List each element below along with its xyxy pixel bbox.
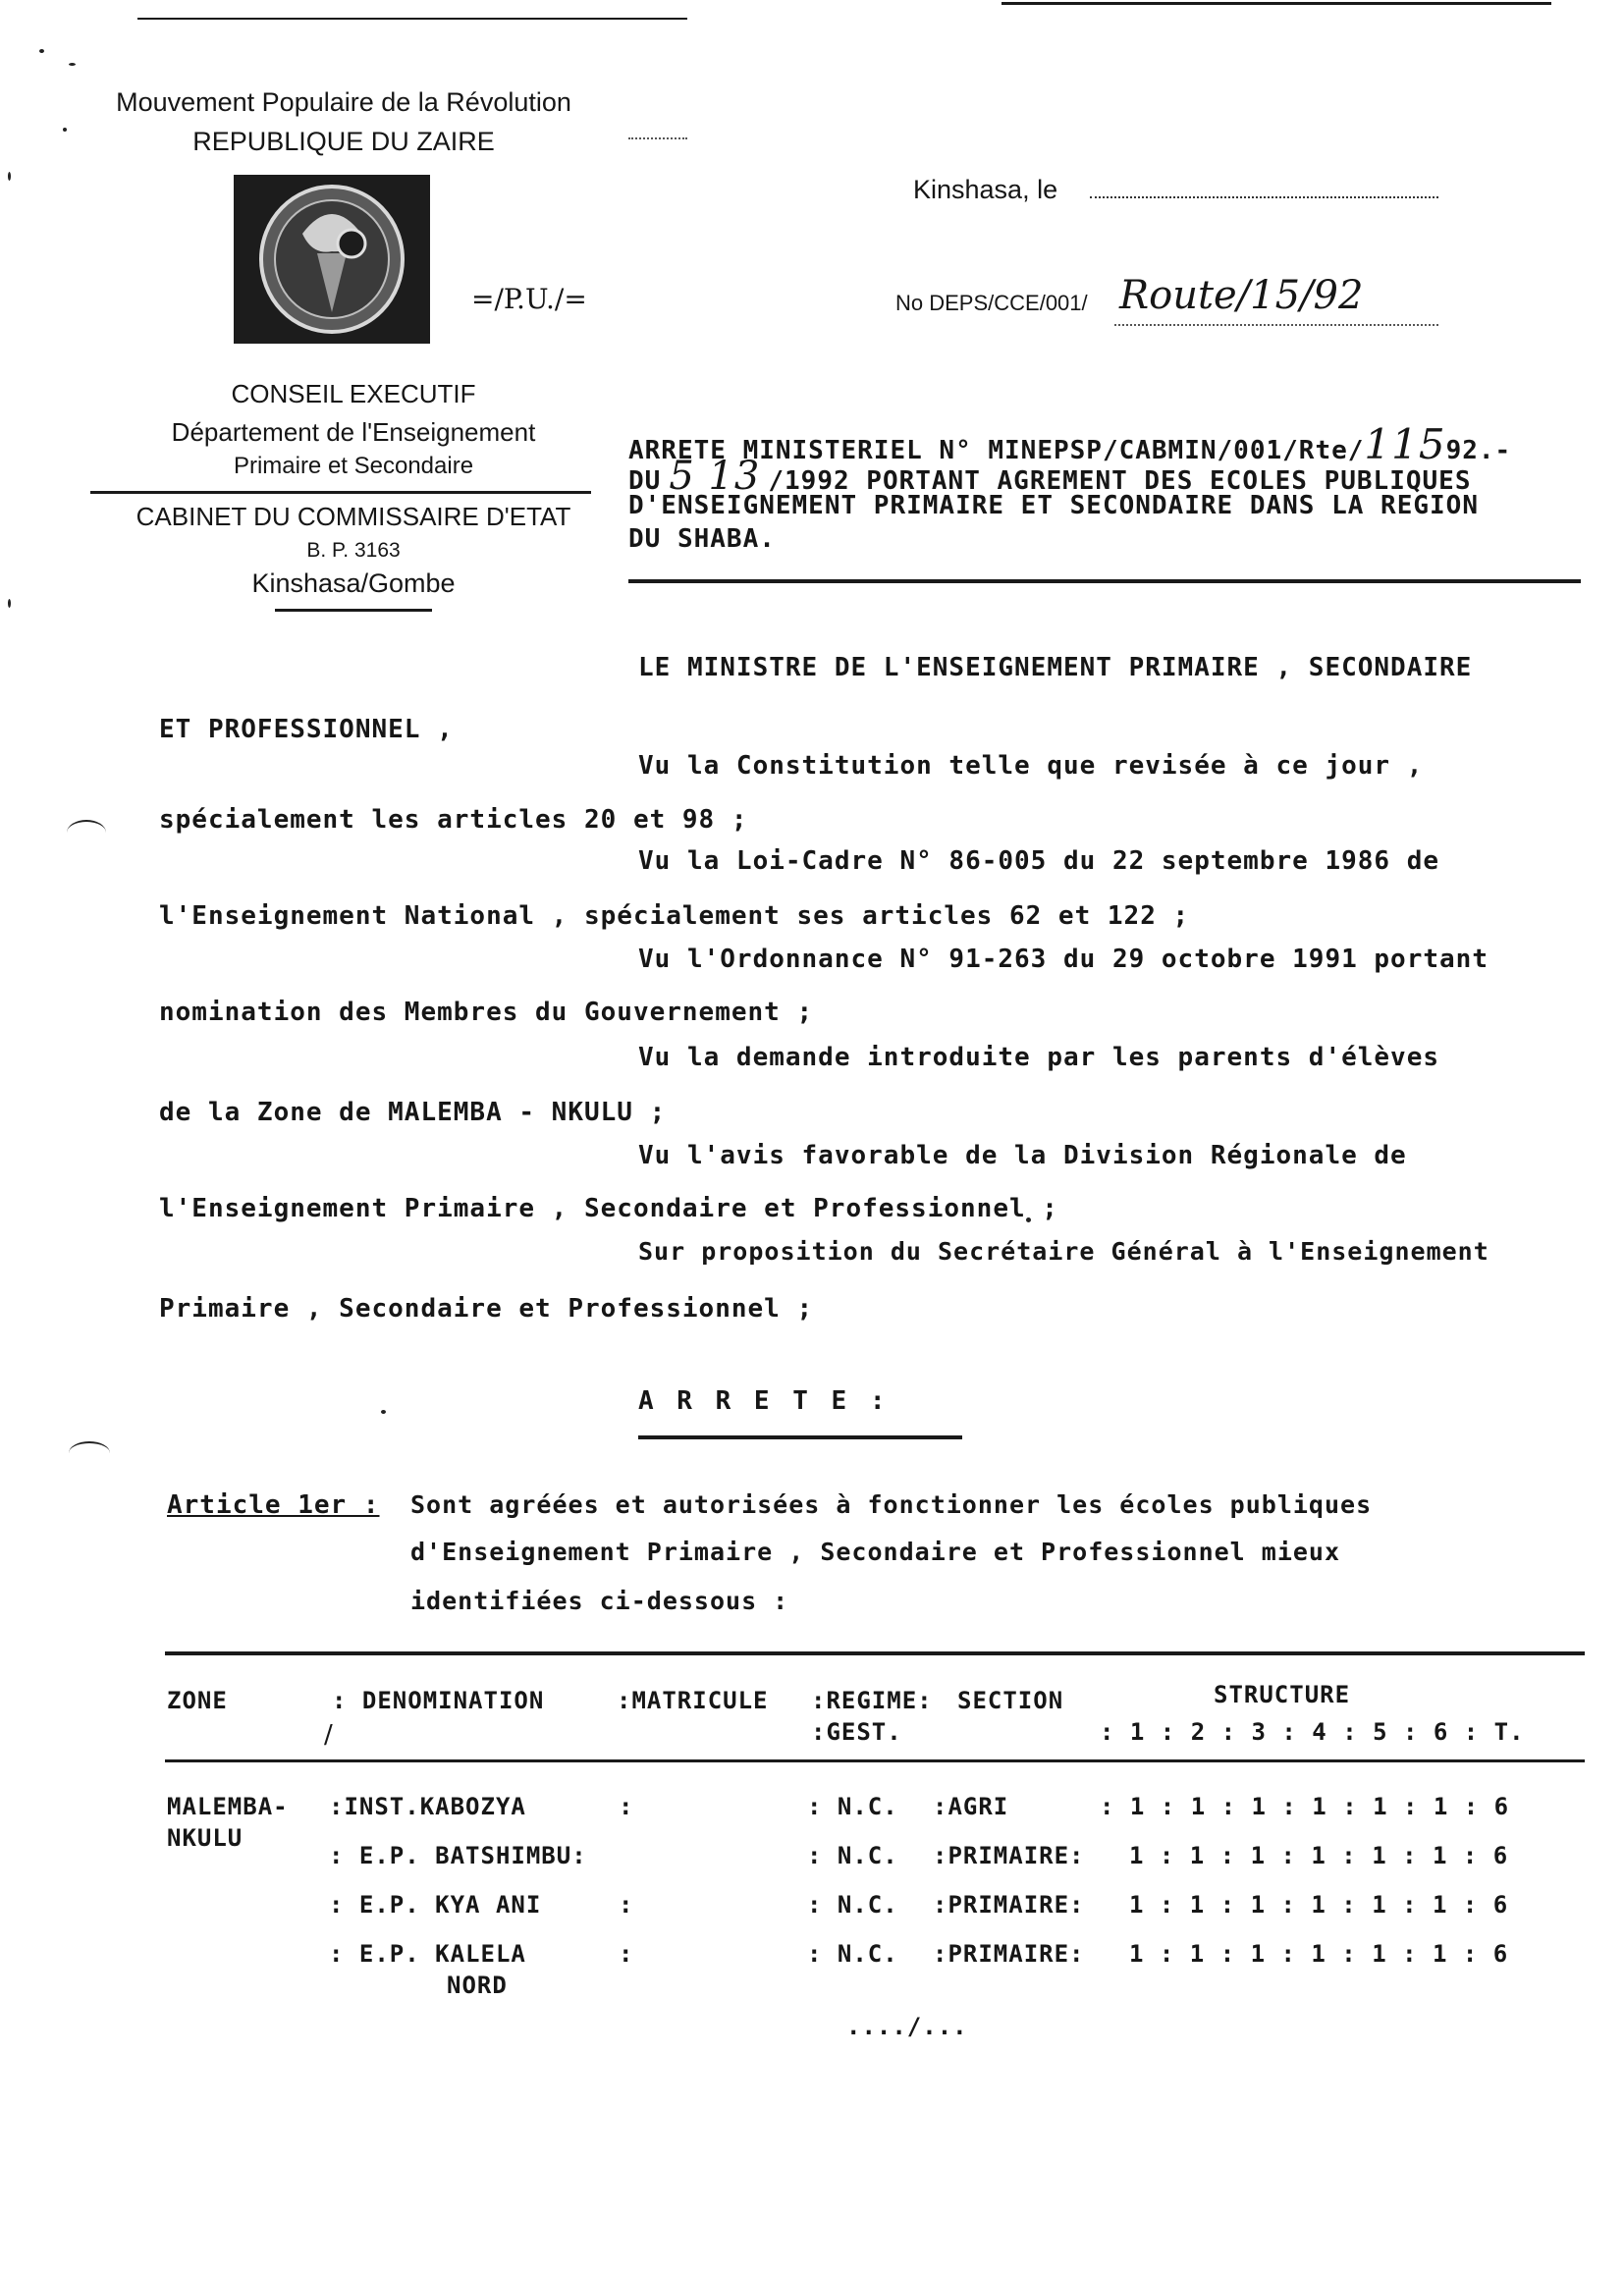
reference-number-handwritten: Route/15/92	[1119, 273, 1364, 318]
minister-line-2: ET PROFESSIONNEL ,	[159, 715, 454, 744]
sur-proposition-a: Sur proposition du Secrétaire Général à l'Enseignement	[638, 1237, 1489, 1266]
header-dotted-mark	[628, 137, 687, 139]
vu-constitution-a: Vu la Constitution telle que revisée à ce jour ,	[638, 751, 1424, 781]
title-underline	[628, 579, 1581, 583]
table-row-regime: : N.C.	[807, 1891, 898, 1919]
table-header-denomination: : DENOMINATION	[332, 1687, 545, 1714]
table-header-matricule: :MATRICULE	[617, 1687, 769, 1714]
vu-loi-cadre-b: l'Enseignement National , spécialement ses articles 62 et 122 ;	[159, 901, 1190, 931]
scan-speck	[8, 172, 11, 181]
table-header-rule	[165, 1759, 1585, 1762]
article-1-line-3: identifiées ci-dessous :	[410, 1587, 789, 1615]
table-header-zone: ZONE	[167, 1687, 228, 1714]
table-row-denomination: :INST.KABOZYA	[329, 1793, 526, 1820]
place-date-label: Kinshasa, le	[913, 175, 1058, 204]
table-row-section: :PRIMAIRE:	[933, 1842, 1085, 1869]
table-row-matricule: :	[619, 1793, 634, 1820]
table-row-denomination: : E.P. KALELA	[329, 1940, 526, 1968]
decree-title-line-4: DU SHABA.	[628, 524, 776, 554]
table-header-regime-a: :REGIME:	[811, 1687, 933, 1714]
decree-title-line-3: D'ENSEIGNEMENT PRIMAIRE ET SECONDAIRE DANS LA REGION	[628, 491, 1479, 520]
table-row-grades: 1 : 1 : 1 : 1 : 1 : 1 : 6	[1129, 1891, 1509, 1919]
table-row-regime: : N.C.	[807, 1940, 898, 1968]
table-row-grades: 1 : 1 : 1 : 1 : 1 : 1 : 6	[1129, 1940, 1509, 1968]
table-row-matricule: :	[619, 1940, 634, 1968]
vu-demande-b: de la Zone de MALEMBA - NKULU ;	[159, 1098, 667, 1127]
article-1-label: Article 1er :	[167, 1490, 380, 1520]
continuation-mark: ..../...	[846, 2013, 968, 2040]
scan-speck	[39, 49, 44, 53]
vu-ordonnance-b: nomination des Membres du Gouvernement ;	[159, 998, 814, 1027]
reference-number-label: No DEPS/CCE/001/	[895, 291, 1088, 315]
table-row-grades: 1 : 1 : 1 : 1 : 1 : 1 : 6	[1129, 1842, 1509, 1869]
table-row-section: :AGRI	[933, 1793, 1009, 1820]
decree-date-du: DU	[628, 466, 662, 496]
reference-dotted-field	[1114, 324, 1438, 326]
table-row-zone-line-2: NKULU	[167, 1824, 244, 1852]
punch-mark-upper	[67, 820, 106, 845]
seal-icon	[234, 175, 430, 344]
po-box-line: B. P. 3163	[306, 539, 401, 562]
vu-demande-a: Vu la demande introduite par les parents d'élèves	[638, 1043, 1440, 1072]
cabinet-line: CABINET DU COMMISSAIRE D'ETAT	[135, 502, 571, 531]
decree-title-rest: /1992 PORTANT AGREMENT DES ECOLES PUBLIQUES	[768, 466, 1472, 496]
table-row-matricule: :	[619, 1891, 634, 1919]
city-underline	[275, 609, 432, 612]
arrete-underline	[638, 1435, 962, 1439]
vu-constitution-b: spécialement les articles 20 et 98 ;	[159, 805, 748, 835]
table-row-section: :PRIMAIRE:	[933, 1940, 1085, 1968]
department-line-2: Primaire et Secondaire	[233, 453, 474, 479]
city-line: Kinshasa/Gombe	[251, 568, 456, 598]
vu-loi-cadre-a: Vu la Loi-Cadre N° 86-005 du 22 septembre 1986 de	[638, 846, 1440, 876]
minister-line-1: LE MINISTRE DE L'ENSEIGNEMENT PRIMAIRE , SECONDAIRE	[638, 653, 1473, 682]
vu-ordonnance-a: Vu l'Ordonnance N° 91-263 du 29 octobre 1991 portant	[638, 945, 1489, 974]
decree-number-handwritten: 115	[1364, 420, 1446, 468]
punch-mark-lower	[69, 1441, 110, 1465]
table-header-structure: STRUCTURE	[1214, 1681, 1351, 1708]
table-row-regime: : N.C.	[807, 1793, 898, 1820]
sur-proposition-b: Primaire , Secondaire et Professionnel ;	[159, 1294, 814, 1324]
movement-line: Mouvement Populaire de la Révolution	[116, 87, 571, 117]
table-row-zone: MALEMBA-	[167, 1793, 289, 1820]
table-header-section: SECTION	[957, 1687, 1064, 1714]
table-row-denomination: : E.P. BATSHIMBU:	[329, 1842, 587, 1869]
table-row-section: :PRIMAIRE:	[933, 1891, 1085, 1919]
scan-speck	[381, 1410, 386, 1414]
vu-avis-b: l'Enseignement Primaire , Secondaire et Professionnel ;	[159, 1194, 1058, 1223]
letterhead-divider	[90, 491, 591, 494]
table-header-regime-b: :GEST.	[811, 1718, 902, 1746]
department-line-1: Département de l'Enseignement	[171, 417, 536, 447]
table-top-rule	[165, 1651, 1585, 1655]
decree-number-suffix: 92.-	[1445, 436, 1512, 465]
table-row-denomination-line-2: NORD	[447, 1972, 508, 1999]
decree-date-handwritten: 5 13	[669, 454, 761, 499]
national-seal-emblem	[234, 175, 430, 344]
table-row-denomination: : E.P. KYA ANI	[329, 1891, 542, 1919]
republic-line: REPUBLIQUE DU ZAIRE	[192, 127, 495, 156]
article-1-line-2: d'Enseignement Primaire , Secondaire et Professionnel mieux	[410, 1538, 1341, 1566]
table-row-regime: : N.C.	[807, 1842, 898, 1869]
decree-number-prefix: ARRETE MINISTERIEL N° MINEPSP/CABMIN/001/Rte/	[628, 436, 1365, 465]
table-header-grades: : 1 : 2 : 3 : 4 : 5 : 6 : T.	[1100, 1718, 1525, 1746]
table-row-grades: : 1 : 1 : 1 : 1 : 1 : 1 : 6	[1100, 1793, 1510, 1820]
scan-speck	[69, 63, 76, 66]
vu-avis-a: Vu l'avis favorable de la Division Régionale de	[638, 1141, 1407, 1170]
date-dotted-field[interactable]	[1090, 196, 1438, 198]
arrete-heading: A R R E T E :	[638, 1386, 890, 1416]
council-line: CONSEIL EXECUTIF	[231, 379, 476, 408]
scan-speck	[8, 599, 11, 608]
pu-mark: =/P.U./=	[471, 283, 587, 315]
article-1-line-1: Sont agréées et autorisées à fonctionner les écoles publiques	[410, 1490, 1373, 1519]
scan-edge-top	[137, 18, 687, 20]
table-header-slash: /	[324, 1720, 333, 1750]
scan-edge-top-right	[1001, 2, 1551, 5]
